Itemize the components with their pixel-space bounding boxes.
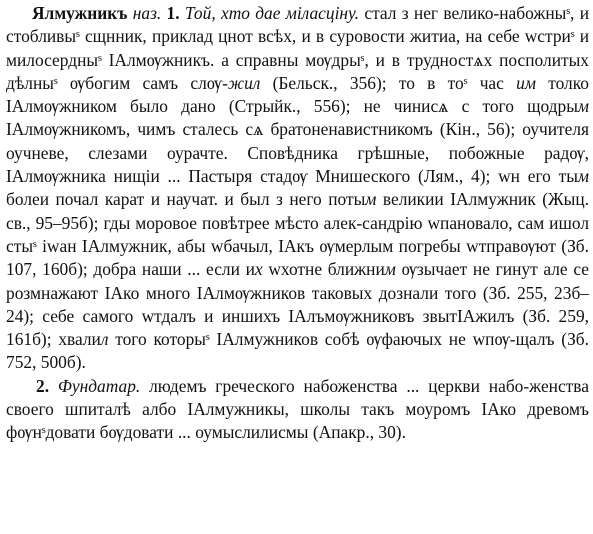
italic-segment: м [384,259,396,280]
italic-segment: м [577,96,589,117]
sense-definition: Той, хто дае міласціну. [184,3,360,23]
text-segment: wхотне ближни [262,259,385,280]
sense-number: 2. [36,375,50,396]
italic-segment: м [365,189,377,210]
text-segment: толко ІАлмѹжником было дано (Стрыйк., 556); не чинисѧ с того щодры [6,72,589,117]
sense-citations [6,3,589,372]
text-segment: людемъ греческого набоженства ... церкви набо-женства своего шпиталѣ албо ІАлмужникы, школы такъ моуромъ ІАко древомъ фѹнˢдовати бѹдовати ... оумыслилисмы (Апакр., 30). [6,375,589,443]
text-segment: ѹзычает не гинут але се розмнажают ІАко много ІАлмѹжников таковых дознали того (Зб. 255, 23б–24); себе самого wтдалъ и иншихъ ІАлъмѹжниковъ звытІАжилъ (Зб. 259, 161б); хвали [6,259,589,350]
grammar-label: наз. [132,3,162,23]
italic-segment: х [254,259,263,280]
text-segment: болеи почал карат и научат. и был з него поты [6,189,366,210]
italic-segment: л [100,329,109,350]
sense-1-paragraph [6,2,589,375]
text-segment: ІАлмѹжникомъ, чимъ сталесь сѧ братоненавистникомъ (Кін., 56); оучителя оучневе, слезами оурачте. Сповѣдника грѣшные, побожные радѹ, ІАлмѹжника нищіи ... Пастыря стадѹ Мнишеского (Лям., 4); wн его ты [6,119,589,187]
dictionary-entry [6,2,589,445]
headword: Ялмужникъ [32,3,128,23]
italic-segment: им [516,72,536,93]
sense-2-paragraph [6,375,589,445]
text-segment: (Бельск., 356); то в тоˢ час [260,72,517,93]
text-segment: того которыˢ ІАлмужников собѣ ѹфаючых не wпѹ-щалъ (Зб. 752, 500б). [6,329,589,373]
text-segment: великии ІАлмужник (Жыц. св., 95–95б); гды моровое повѣтрее мѣсто алек-сандрію wпановало, сам ишол стыˢ іwан ІАлмужник, абы wбачыл, ІАкъ ѹмерлым погребы wтправѹют (Зб. 107, 160б); добра наши ... если и [6,189,589,280]
italic-segment: жил [227,72,261,93]
text-segment: стал з нег велико-набожныˢ, и стобливыˢ сщнник, приклад цнот всѣх, и в суровости житиа, на себе wстриˢ и милосердныˢ ІАлмѹжникъ. а справны мѹдрыˢ, и в трудностѧх посполитых дѣлныˢ ѹбогим самъ слѹ- [6,3,590,93]
sense-number: 1. [166,3,180,23]
italic-segment: м [577,166,589,187]
sense-definition: Фундатар. [57,375,141,396]
